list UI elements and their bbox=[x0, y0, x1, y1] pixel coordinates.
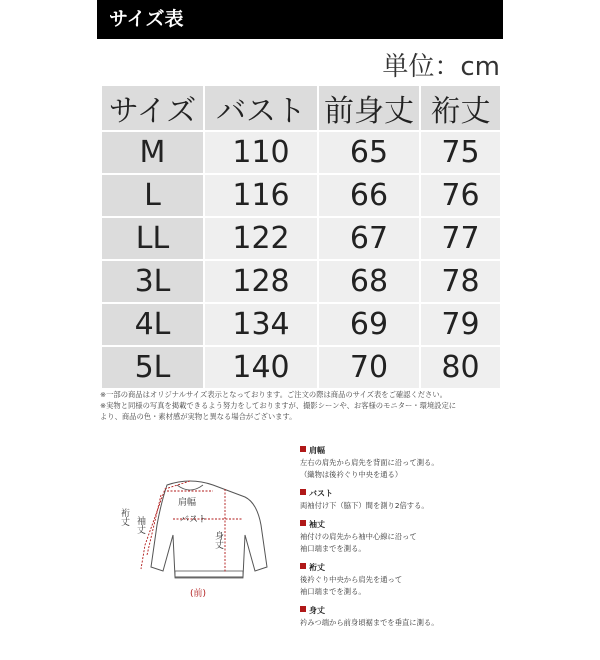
cell-yuki: 79 bbox=[420, 303, 501, 346]
cell-bust: 110 bbox=[204, 131, 318, 174]
cell-bust: 122 bbox=[204, 217, 318, 260]
definition-title: 裄丈 bbox=[309, 563, 325, 572]
label-shoulder: 肩幅 bbox=[178, 498, 197, 508]
definition-item bbox=[300, 488, 500, 512]
definition-item bbox=[300, 562, 500, 598]
table-header-row bbox=[101, 85, 501, 131]
cell-yuki: 78 bbox=[420, 260, 501, 303]
disclaimer-note bbox=[100, 389, 500, 422]
bullet-square-icon bbox=[300, 489, 306, 495]
bullet-square-icon bbox=[300, 563, 306, 569]
definition-title: 肩幅 bbox=[309, 446, 325, 455]
cell-front-length: 69 bbox=[318, 303, 420, 346]
header-size: サイズ bbox=[101, 85, 204, 131]
cell-front-length: 65 bbox=[318, 131, 420, 174]
table-row bbox=[101, 131, 501, 174]
bullet-square-icon bbox=[300, 446, 306, 452]
definition-text: 後衿ぐり中央から肩先を通って bbox=[300, 575, 403, 584]
table-row bbox=[101, 260, 501, 303]
cell-bust: 140 bbox=[204, 346, 318, 389]
definition-title: 袖丈 bbox=[309, 520, 325, 529]
garment-diagram bbox=[105, 455, 285, 605]
cell-yuki: 76 bbox=[420, 174, 501, 217]
cell-bust: 116 bbox=[204, 174, 318, 217]
cell-yuki: 77 bbox=[420, 217, 501, 260]
definition-item bbox=[300, 605, 500, 629]
note-line: より、商品の色・素材感が実物と異なる場合がございます。 bbox=[100, 412, 297, 421]
definition-text: 両袖付け下（脇下）間を測り2倍する。 bbox=[300, 501, 429, 510]
definition-item bbox=[300, 445, 500, 481]
cell-size: 4L bbox=[101, 303, 204, 346]
header-yuki: 裄丈 bbox=[420, 85, 501, 131]
label-length: 身丈 bbox=[213, 531, 223, 549]
note-line: ※一部の商品はオリジナルサイズ表示となっております。ご注文の際は商品のサイズ表をご確認ください。 bbox=[100, 390, 447, 399]
definition-text: （織物は後衿ぐり中央を通る） bbox=[300, 470, 403, 479]
neckline bbox=[177, 485, 203, 490]
definition-text: 衿みつ端から前身頃裾までを垂直に測る。 bbox=[300, 618, 439, 627]
label-bust: バスト bbox=[180, 515, 208, 525]
definition-text: 袖付けの肩先から袖中心線に沿って bbox=[300, 532, 417, 541]
label-sleeve: 袖丈 bbox=[135, 516, 145, 534]
cell-front-length: 68 bbox=[318, 260, 420, 303]
header-bust: バスト bbox=[204, 85, 318, 131]
measurement-definitions bbox=[300, 445, 500, 636]
definition-title: 身丈 bbox=[309, 606, 325, 615]
cell-yuki: 75 bbox=[420, 131, 501, 174]
cell-size: 5L bbox=[101, 346, 204, 389]
cell-size: L bbox=[101, 174, 204, 217]
cell-size: M bbox=[101, 131, 204, 174]
cell-size: LL bbox=[101, 217, 204, 260]
definition-text: 袖口端までを測る。 bbox=[300, 544, 366, 553]
cell-front-length: 70 bbox=[318, 346, 420, 389]
cell-front-length: 67 bbox=[318, 217, 420, 260]
definition-item bbox=[300, 519, 500, 555]
table-row bbox=[101, 303, 501, 346]
header-front-length: 前身丈 bbox=[318, 85, 420, 131]
garment-outline bbox=[151, 481, 267, 577]
cell-size: 3L bbox=[101, 260, 204, 303]
cell-front-length: 66 bbox=[318, 174, 420, 217]
size-table bbox=[100, 84, 502, 390]
table-row bbox=[101, 346, 501, 389]
cell-bust: 134 bbox=[204, 303, 318, 346]
table-row bbox=[101, 217, 501, 260]
label-yuki: 裄丈 bbox=[119, 508, 129, 526]
diagram-caption: (前) bbox=[190, 589, 207, 599]
bullet-square-icon bbox=[300, 606, 306, 612]
page-title: サイズ表 bbox=[97, 0, 503, 39]
unit-label: 単位：cm bbox=[382, 52, 500, 82]
note-line: ※実物と同様の写真を掲載できるよう努力をしておりますが、撮影シーンや、お客様のモニター・環境設定に bbox=[100, 401, 457, 410]
definition-title: バスト bbox=[309, 489, 333, 498]
definition-text: 左右の肩先から肩先を背面に沿って測る。 bbox=[300, 458, 439, 467]
bullet-square-icon bbox=[300, 520, 306, 526]
definition-text: 袖口端までを測る。 bbox=[300, 587, 366, 596]
cell-yuki: 80 bbox=[420, 346, 501, 389]
cell-bust: 128 bbox=[204, 260, 318, 303]
table-row bbox=[101, 174, 501, 217]
